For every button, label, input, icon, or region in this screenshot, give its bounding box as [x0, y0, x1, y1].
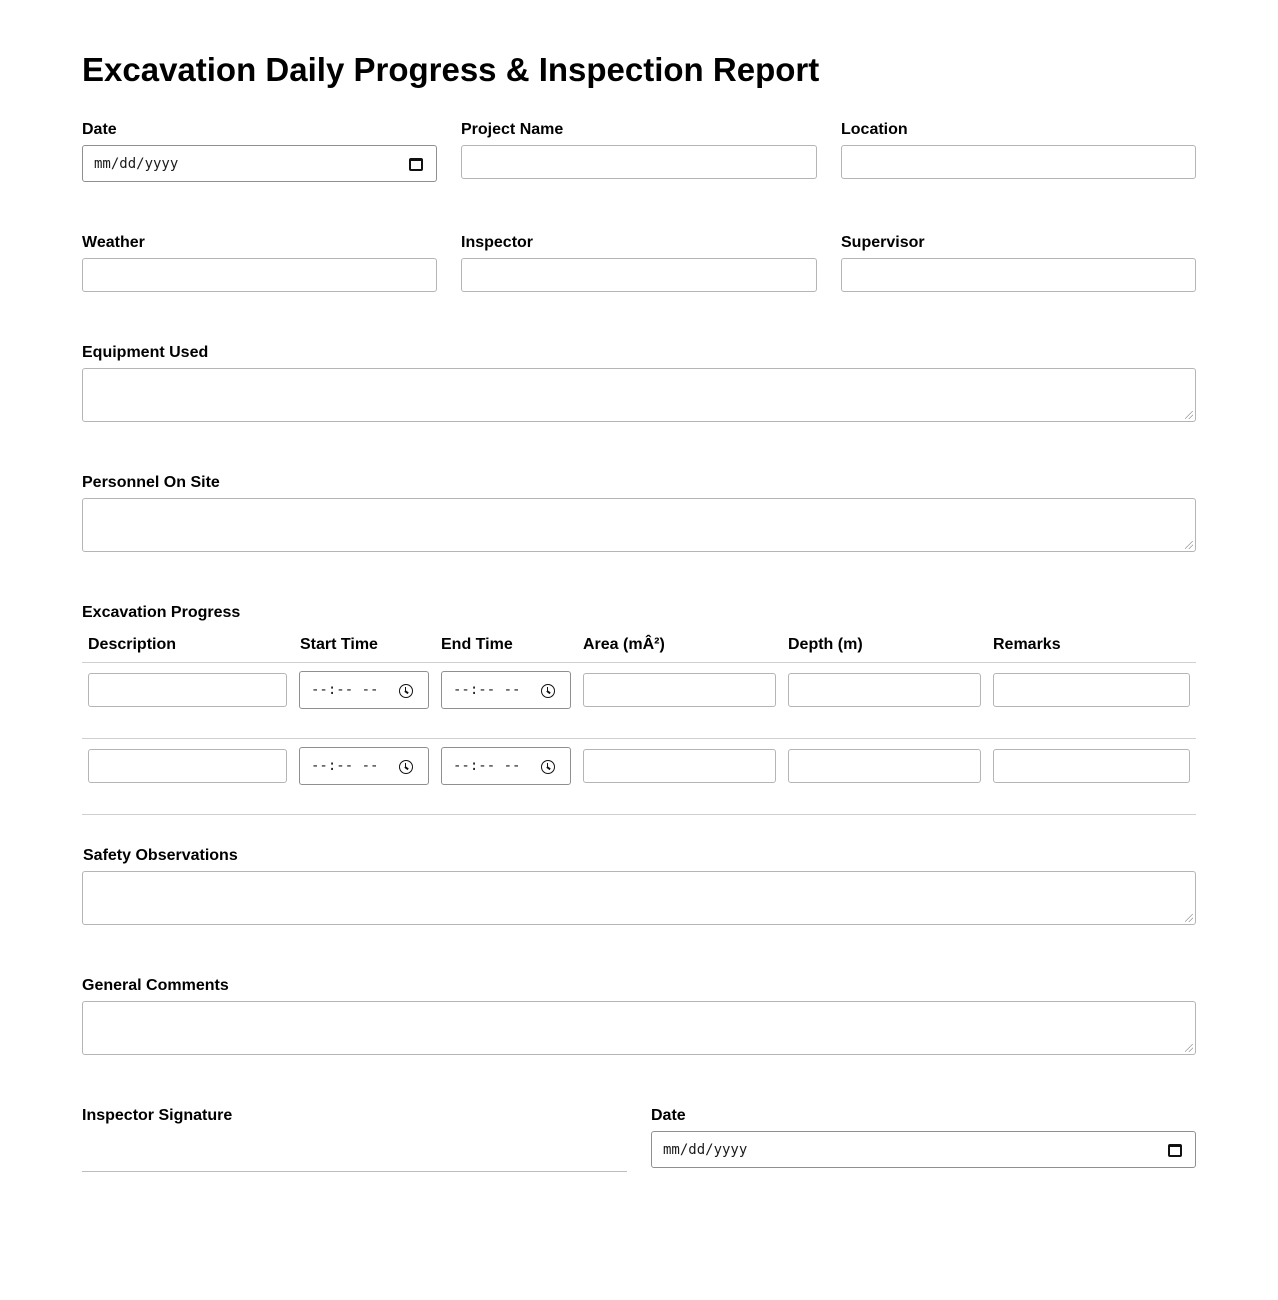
time-placeholder: --:-- --	[453, 682, 521, 698]
column-header-area: Area (mÂ²)	[583, 636, 665, 653]
resize-handle-icon[interactable]	[1185, 914, 1193, 922]
supervisor-input[interactable]	[841, 258, 1196, 292]
signature-date-placeholder: mm/dd/yyyy	[663, 1142, 748, 1158]
row-1-start-time-input[interactable]	[299, 671, 429, 709]
clock-icon[interactable]	[399, 684, 413, 698]
supervisor-label: Supervisor	[841, 234, 925, 251]
resize-handle-icon[interactable]	[1185, 411, 1193, 419]
project-name-label: Project Name	[461, 121, 564, 138]
row-2-depth-input[interactable]	[788, 749, 981, 783]
project-name-input[interactable]	[461, 145, 817, 179]
clock-icon[interactable]	[399, 760, 413, 774]
row-1-depth-input[interactable]	[788, 673, 981, 707]
general-comments-textarea[interactable]	[82, 1001, 1196, 1055]
signature-date-label: Date	[651, 1107, 686, 1124]
equipment-used-label: Equipment Used	[82, 344, 209, 361]
personnel-on-site-textarea[interactable]	[82, 498, 1196, 552]
safety-observations-textarea[interactable]	[82, 871, 1196, 925]
row-2-remarks-input[interactable]	[993, 749, 1190, 783]
row-2-end-time-input[interactable]	[441, 747, 571, 785]
time-placeholder: --:-- --	[311, 758, 379, 774]
personnel-on-site-label: Personnel On Site	[82, 474, 220, 491]
clock-icon[interactable]	[541, 684, 555, 698]
time-placeholder: --:-- --	[311, 682, 379, 698]
table-divider	[82, 662, 1196, 663]
column-header-end-time: End Time	[441, 636, 513, 653]
resize-handle-icon[interactable]	[1185, 1044, 1193, 1052]
date-input[interactable]	[82, 145, 437, 182]
calendar-icon[interactable]	[409, 158, 423, 171]
row-2-description-input[interactable]	[88, 749, 287, 783]
general-comments-label: General Comments	[82, 977, 229, 994]
weather-label: Weather	[82, 234, 145, 251]
table-divider	[82, 738, 1196, 739]
date-placeholder: mm/dd/yyyy	[94, 156, 179, 172]
time-placeholder: --:-- --	[453, 758, 521, 774]
inspector-input[interactable]	[461, 258, 817, 292]
signature-date-input[interactable]	[651, 1131, 1196, 1168]
resize-handle-icon[interactable]	[1185, 541, 1193, 549]
weather-input[interactable]	[82, 258, 437, 292]
calendar-icon[interactable]	[1168, 1144, 1182, 1157]
page-title: Excavation Daily Progress & Inspection Report	[82, 51, 820, 88]
row-2-area-input[interactable]	[583, 749, 776, 783]
location-label: Location	[841, 121, 908, 138]
equipment-used-textarea[interactable]	[82, 368, 1196, 422]
inspector-signature-label: Inspector Signature	[82, 1107, 233, 1124]
signature-line[interactable]	[82, 1171, 627, 1172]
excavation-progress-label: Excavation Progress	[82, 604, 241, 621]
clock-icon[interactable]	[541, 760, 555, 774]
location-input[interactable]	[841, 145, 1196, 179]
inspector-label: Inspector	[461, 234, 534, 251]
safety-observations-label: Safety Observations	[83, 847, 238, 864]
column-header-start-time: Start Time	[300, 636, 378, 653]
column-header-description: Description	[88, 636, 177, 653]
column-header-depth: Depth (m)	[788, 636, 863, 653]
row-1-end-time-input[interactable]	[441, 671, 571, 709]
row-2-start-time-input[interactable]	[299, 747, 429, 785]
row-1-remarks-input[interactable]	[993, 673, 1190, 707]
date-label: Date	[82, 121, 117, 138]
column-header-remarks: Remarks	[993, 636, 1061, 653]
table-divider	[82, 814, 1196, 815]
row-1-description-input[interactable]	[88, 673, 287, 707]
row-1-area-input[interactable]	[583, 673, 776, 707]
